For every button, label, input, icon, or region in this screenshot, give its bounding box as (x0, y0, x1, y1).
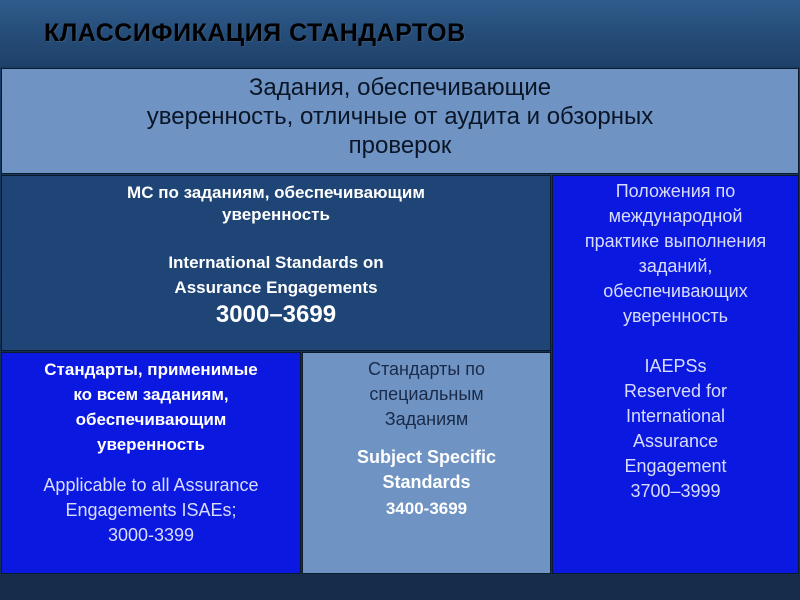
iaeps-ru-line: международной (608, 206, 743, 226)
applicable-standards-cell (1, 352, 301, 574)
iaeps-en-line: Reserved for (623, 381, 728, 401)
iaeps-ru-line: Положения по (615, 181, 736, 201)
applicable-range: 3000-3399 (107, 525, 195, 545)
iaeps-en-line: Engagement (624, 456, 727, 476)
subject-en-line: Standards (382, 472, 471, 492)
isae-standards-cell (1, 175, 551, 351)
applicable-en-line: Engagements ISAEs; (65, 500, 237, 520)
isae-en-line: International Standards on (168, 253, 384, 272)
iaeps-en-line: Assurance (632, 431, 719, 451)
title-bar (0, 0, 800, 66)
banner-assurance-engagements (1, 68, 799, 174)
spacer (2, 457, 300, 473)
banner-line: Задания, обеспечивающие (248, 74, 552, 101)
iaeps-ru-line: практике выполнения (584, 231, 767, 251)
subject-range: 3400-3699 (385, 499, 468, 518)
spacer (2, 226, 550, 250)
iaeps-ru-line: заданий, (638, 256, 713, 276)
iaeps-ru-line: уверенность (623, 306, 728, 326)
iaeps-range: 3700–3999 (630, 481, 721, 501)
banner-line: проверок (348, 132, 452, 159)
slide-title: КЛАССИФИКАЦИЯ СТАНДАРТОВ (44, 19, 466, 47)
applicable-ru-line: обеспечивающим (75, 410, 227, 429)
iaeps-ru-line: обеспечивающих (603, 281, 748, 301)
applicable-ru-line: уверенность (97, 435, 205, 454)
iaeps-en-line: International (625, 406, 726, 426)
subject-en-line: Subject Specific (356, 447, 497, 467)
isae-en-line: Assurance Engagements (174, 278, 378, 297)
isae-ru-line: МС по заданиям, обеспечивающим (127, 183, 425, 202)
subject-ru-line: специальным (369, 384, 484, 404)
applicable-ru-line: Стандарты, применимые (44, 360, 258, 379)
applicable-ru-line: ко всем заданиям, (73, 385, 229, 404)
subject-specific-cell (302, 352, 551, 574)
iaeps-en-line: IAEPSs (644, 356, 707, 376)
isae-ru-line: уверенность (222, 205, 330, 224)
subject-ru-line: Стандарты по (367, 359, 486, 379)
bottom-strip (0, 575, 800, 600)
subject-ru-line: Заданиям (384, 409, 469, 429)
applicable-en-line: Applicable to all Assurance (43, 475, 259, 495)
isae-range: 3000–3699 (215, 301, 337, 328)
banner-line: уверенность, отличные от аудита и обзорных (146, 103, 654, 130)
spacer (553, 329, 798, 354)
spacer (303, 432, 550, 445)
iaeps-cell (552, 175, 799, 574)
